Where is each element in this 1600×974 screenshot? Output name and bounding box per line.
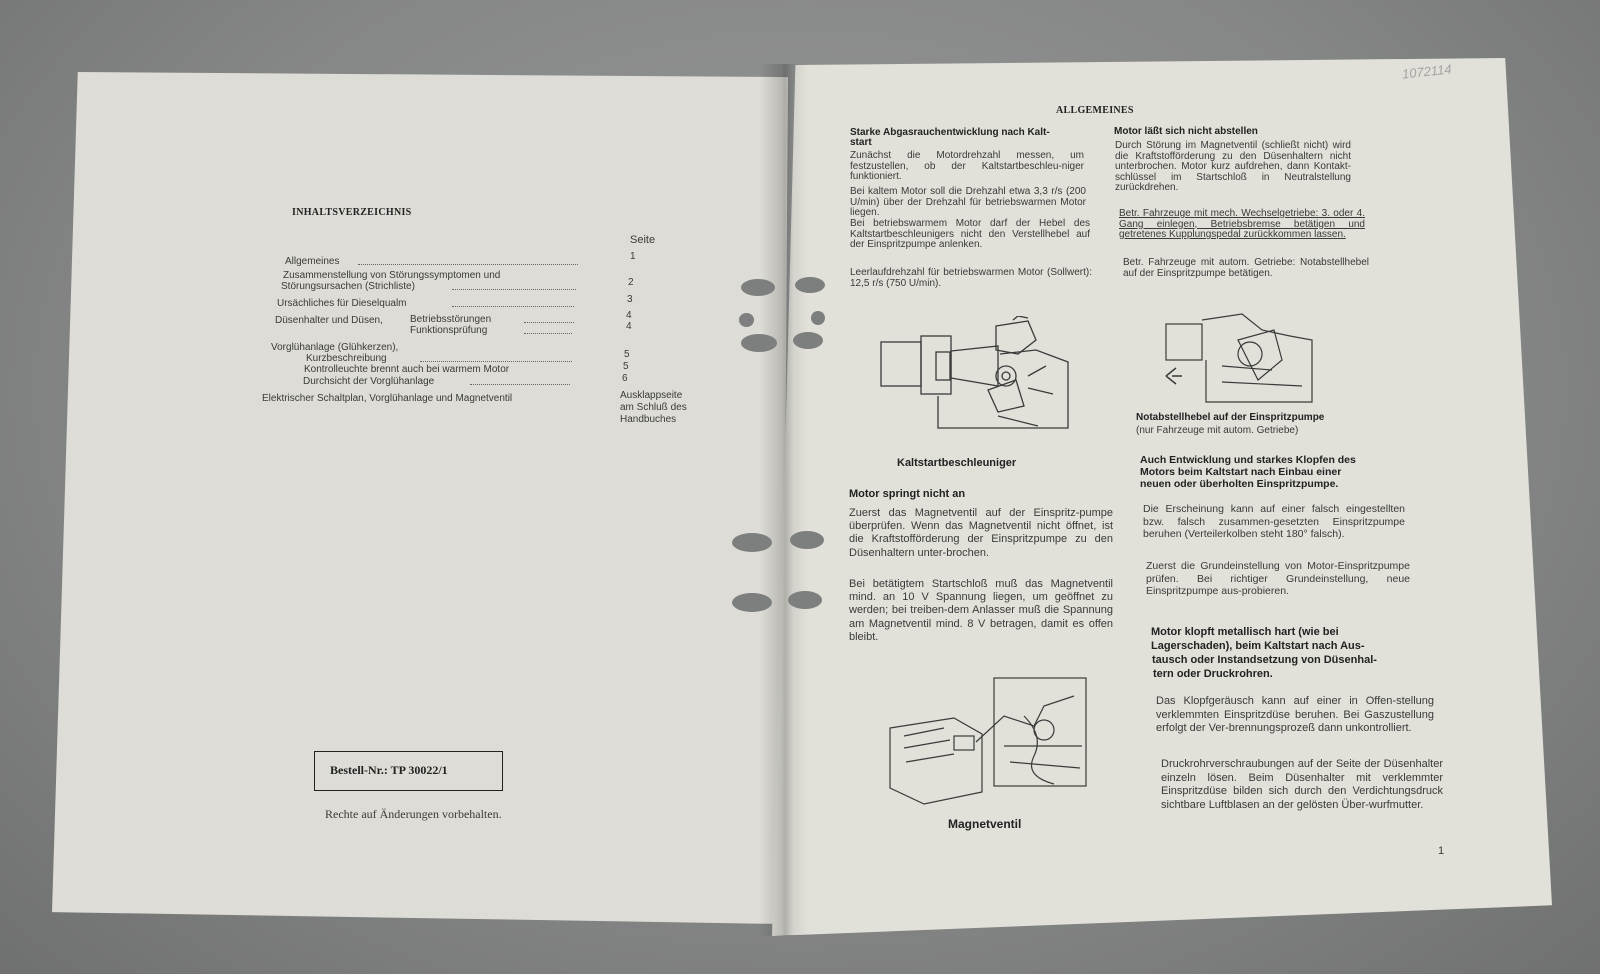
cold-start-accelerator-illustration	[878, 316, 1072, 432]
col2-subheading-line: Motors beim Kaltstart nach Einbau einer	[1140, 466, 1342, 478]
toc-leader	[524, 322, 574, 323]
handwritten-mark: 1072114	[1401, 61, 1453, 82]
punch-hole	[739, 313, 754, 327]
solenoid-valve-illustration	[884, 676, 1090, 808]
col1-paragraph: Leerlaufdrehzahl für betriebswarmen Motor (Sollwert): 12,5 r/s (750 U/min).	[850, 267, 1092, 289]
toc-leader	[420, 361, 572, 362]
col2-subheading-line: Auch Entwicklung und starkes Klopfen des	[1140, 454, 1356, 466]
toc-entry: Allgemeines	[285, 256, 340, 267]
order-number: Bestell-Nr.: TP 30022/1	[330, 763, 448, 777]
toc-page: 3	[627, 294, 633, 305]
toc-page: 4	[626, 310, 632, 321]
page-number: 1	[1438, 845, 1445, 857]
toc-entry: Elektrischer Schaltplan, Vorglühanlage und Magnetventil	[262, 393, 513, 404]
emergency-stop-lever-illustration	[1162, 310, 1318, 406]
toc-entry: Funktionsprüfung	[410, 325, 488, 336]
toc-page: 2	[628, 277, 634, 288]
col1-paragraph: Zunächst die Motordrehzahl messen, um festzustellen, ob der Kaltstartbeschleu-niger funktioniert.	[850, 150, 1084, 182]
col1-paragraph: Bei betriebswarmem Motor darf der Hebel des Kaltstartbeschleunigers nicht den Verstellhebel auf der Einspritzpumpe anlenken.	[850, 218, 1090, 250]
col2-paragraph: Betr. Fahrzeuge mit mech. Wechselgetriebe: 3. oder 4. Gang einlegen, Betriebsbremse betätigen und getretenes Kupplungspedal zurückkommen lassen.	[1119, 208, 1365, 240]
toc-entry: Durchsicht der Vorglühanlage	[303, 376, 435, 387]
toc-entry: Zusammenstellung von Störungssymptomen und	[283, 270, 501, 281]
figure-caption: Kaltstartbeschleuniger	[897, 457, 1017, 469]
toc-entry: Ursächliches für Dieselqualm	[277, 298, 407, 309]
col1-subheading: Motor springt nicht an	[849, 488, 966, 500]
toc-seite-label: Seite	[630, 234, 656, 246]
punch-hole	[732, 593, 772, 612]
figure-caption: Magnetventil	[948, 817, 1022, 831]
col1-paragraph: Zuerst das Magnetventil auf der Einspritz-pumpe überprüfen. Wenn das Magnetventil nicht öffnet, ist die Kraftstofförderung der Einspritzpumpe zu den Düsenhaltern unter-brochen.	[849, 507, 1113, 559]
left-page	[52, 72, 788, 924]
toc-leader	[452, 289, 576, 290]
col2-paragraph: Das Klopfgeräusch kann auf einer in Offen-stellung verklemmten Einspritzdüse beruhen. Bei Gaszustellung erfolgt der Ver-brennungsprozeß dann unkontrolliert.	[1156, 695, 1434, 735]
col2-subheading-line: Lagerschaden), beim Kaltstart nach Aus-	[1151, 640, 1365, 652]
toc-entry: Kurzbeschreibung	[306, 353, 387, 364]
toc-page: 1	[630, 251, 636, 262]
col2-paragraph: Betr. Fahrzeuge mit autom. Getriebe: Notabstellhebel auf der Einspritzpumpe betätigen.	[1123, 257, 1369, 279]
toc-page: 5	[624, 349, 630, 360]
col2-subheading-line: neuen oder überholten Einspritzpumpe.	[1140, 478, 1339, 490]
page-fold-shadow	[760, 64, 808, 936]
punch-hole	[741, 279, 775, 296]
rights-note: Rechte auf Änderungen vorbehalten.	[325, 807, 502, 821]
col1-heading-line: Starke Abgasrauchentwicklung nach Kalt-	[850, 127, 1050, 138]
col2-subheading-line: tern oder Druckrohren.	[1153, 668, 1273, 680]
fold-out-line: Ausklappseite	[620, 390, 683, 401]
toc-leader	[452, 306, 574, 307]
toc-page: 4	[626, 321, 632, 332]
punch-hole	[811, 311, 825, 325]
punch-hole	[788, 591, 822, 609]
toc-entry: Vorglühanlage (Glühkerzen),	[271, 342, 399, 353]
punch-hole	[741, 334, 777, 352]
toc-leader	[524, 333, 572, 334]
punch-hole	[795, 277, 825, 293]
section-title: ALLGEMEINES	[1056, 105, 1134, 116]
toc-leader	[358, 264, 578, 265]
col2-paragraph: Die Erscheinung kann auf einer falsch eingestellten bzw. falsch zusammen-gesetzten Einspritzpumpe beruhen (Verteilerkolben steht 180° falsch).	[1143, 503, 1405, 541]
col2-paragraph: Durch Störung im Magnetventil (schließt nicht) wird die Kraftstofförderung zu den Düsenhaltern nicht unterbrochen. Motor kurz aufdrehen, dann Kontakt-schlüssel im Startschloß in Neutralstellung zurückdrehen.	[1115, 140, 1351, 193]
col1-heading-line: start	[850, 137, 872, 148]
punch-hole	[793, 332, 823, 349]
toc-page: 5	[623, 361, 629, 372]
col2-subheading-line: tausch oder Instandsetzung von Düsenhal-	[1152, 654, 1377, 666]
fold-out-line: Handbuches	[620, 414, 677, 425]
col1-paragraph: Bei kaltem Motor soll die Drehzahl etwa 3,3 r/s (200 U/min) über der Drehzahl für betriebswarmen Motor liegen.	[850, 186, 1086, 218]
toc-leader	[470, 384, 570, 385]
figure-subcaption: (nur Fahrzeuge mit autom. Getriebe)	[1136, 425, 1299, 436]
col2-paragraph: Druckrohrverschraubungen auf der Seite der Düsenhalter einzeln lösen. Beim Düsenhalter mit verklemmter Einspritzdüse bilden sich durch den Verdichtungsdruck sichtbare Luftblasen an der gelösten Über-wurfmutter.	[1161, 758, 1443, 812]
col2-paragraph: Zuerst die Grundeinstellung von Motor-Einspritzpumpe prüfen. Bei richtiger Grundeinstellung, neue Einspritzpumpe aus-probieren.	[1146, 560, 1410, 598]
col2-subheading-line: Motor klopft metallisch hart (wie bei	[1151, 626, 1339, 638]
col2-heading: Motor läßt sich nicht abstellen	[1114, 126, 1258, 137]
toc-page: 6	[622, 373, 628, 384]
punch-hole	[732, 533, 772, 552]
toc-entry: Kontrolleuchte brennt auch bei warmem Motor	[304, 364, 510, 375]
col1-paragraph: Bei betätigtem Startschloß muß das Magnetventil mind. an 10 V Spannung liegen, um geöffnet zu werden; bei treiben-dem Anlasser muß die Spannung am Magnetventil mind. 8 V betragen, damit es offen bleibt.	[849, 578, 1113, 643]
toc-entry: Störungsursachen (Strichliste)	[281, 281, 415, 292]
punch-hole	[790, 531, 824, 549]
fold-out-line: am Schluß des	[620, 402, 687, 413]
toc-title: INHALTSVERZEICHNIS	[292, 207, 412, 218]
figure-caption: Notabstellhebel auf der Einspritzpumpe	[1136, 412, 1325, 423]
toc-entry: Betriebsstörungen	[410, 314, 492, 325]
toc-entry: Düsenhalter und Düsen,	[275, 315, 383, 326]
